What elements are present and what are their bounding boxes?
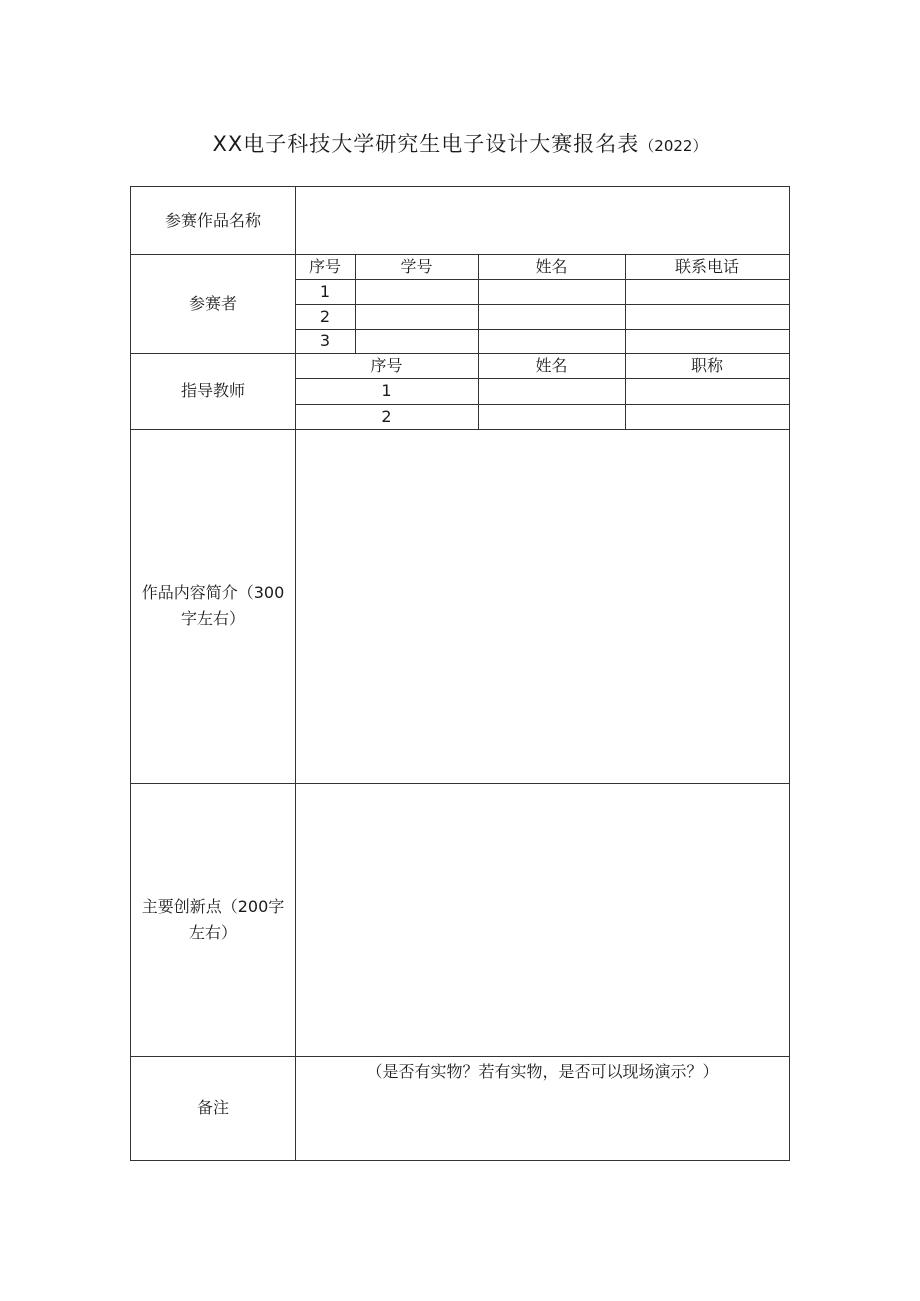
work-name-field[interactable]: [296, 187, 789, 254]
title-year: （2022）: [639, 137, 708, 155]
participant-3-phone-field[interactable]: [625, 329, 789, 353]
innovation-label-line1: 主要创新点（200字: [141, 896, 285, 916]
summary-field[interactable]: [296, 430, 789, 783]
summary-label-line1: 作品内容简介（300: [141, 583, 285, 603]
participant-index-2: 2: [319, 306, 331, 326]
registration-form: [130, 186, 790, 1161]
participants-header-phone: 联系电话: [674, 256, 739, 276]
remarks-field[interactable]: [296, 1057, 789, 1160]
participants-header-name: 姓名: [535, 256, 568, 276]
participant-index-1: 1: [319, 281, 331, 301]
participant-2-name-field[interactable]: [478, 304, 625, 329]
participant-index-3: 3: [319, 331, 331, 351]
title-main: XX电子科技大学研究生电子设计大赛报名表: [212, 132, 640, 156]
advisor-2-name-field[interactable]: [478, 404, 625, 429]
innovation-label: [131, 783, 295, 1056]
advisor-index-1: 1: [381, 381, 392, 401]
participant-2-phone-field[interactable]: [625, 304, 789, 329]
participant-2-student-id-field[interactable]: [355, 304, 478, 329]
advisor-1-name-field[interactable]: [478, 378, 625, 404]
participant-1-student-id-field[interactable]: [355, 279, 478, 304]
advisor-index-2: 2: [381, 406, 392, 426]
summary-label: [131, 429, 295, 783]
advisors-header-name: 姓名: [535, 355, 568, 375]
advisors-label: 指导教师: [180, 381, 245, 401]
remarks-label: 备注: [196, 1098, 229, 1118]
advisors-header-title: 职称: [690, 355, 723, 375]
participant-3-student-id-field[interactable]: [355, 329, 478, 353]
advisors-header-index: 序号: [370, 355, 403, 375]
innovation-label-line2: 左右）: [188, 922, 237, 942]
page-title: [0, 128, 920, 158]
participant-1-phone-field[interactable]: [625, 279, 789, 304]
summary-label-line2: 字左右）: [180, 609, 245, 628]
participants-header-index: 序号: [308, 256, 341, 276]
advisor-1-title-field[interactable]: [625, 378, 789, 404]
participants-header-student-id: 学号: [400, 256, 433, 276]
participants-label: 参赛者: [188, 293, 237, 313]
innovation-field[interactable]: [296, 784, 789, 1056]
advisor-2-title-field[interactable]: [625, 404, 789, 429]
remarks-hint: （是否有实物？若有实物，是否可以现场演示？）: [366, 1062, 719, 1081]
work-name-label: 参赛作品名称: [164, 210, 261, 230]
participant-3-name-field[interactable]: [478, 329, 625, 353]
participant-1-name-field[interactable]: [478, 279, 625, 304]
